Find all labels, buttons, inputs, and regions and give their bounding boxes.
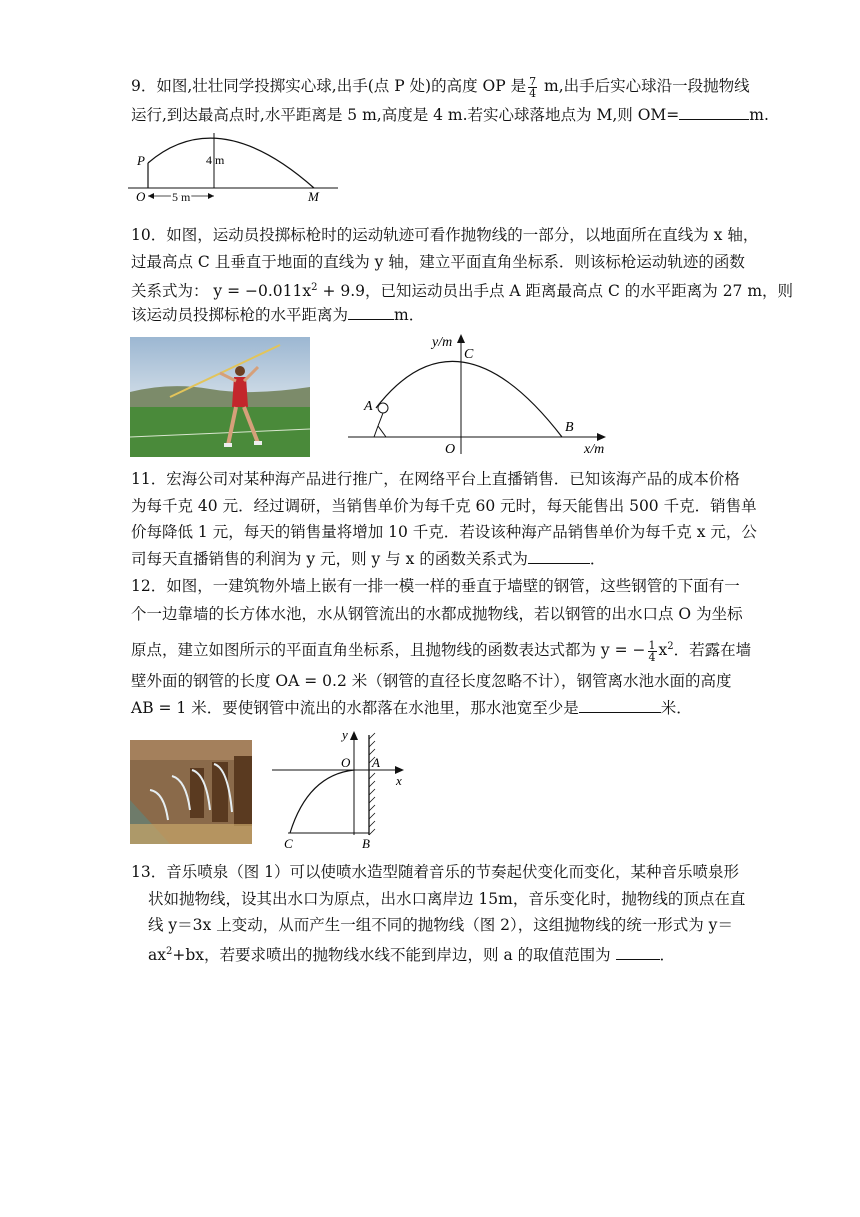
q10-y-label: y/m	[432, 335, 453, 350]
q9-text: 9．如图,壮壮同学投掷实心球,出手(点 P 处)的高度 OP 是	[131, 77, 527, 95]
q10-parabola	[376, 361, 562, 437]
q9-parabola	[148, 138, 314, 188]
q12-wall-hatch	[369, 733, 375, 835]
q9-arrow-left	[148, 193, 154, 199]
q11-answer-blank[interactable]	[528, 549, 590, 564]
q12-label-O: O	[341, 755, 351, 770]
q10-line-1: 10．如图，运动员投掷标枪时的运动轨迹可看作抛物线的一部分，以地面所在直线为 x 轴，	[131, 226, 759, 244]
q12-diagram	[268, 725, 413, 850]
q12-line-5: AB = 1 米．要使钢管中流出的水都落在水池里，那水池宽至少是 米．	[131, 699, 692, 717]
q13-answer-blank[interactable]	[616, 945, 660, 960]
q10-line-4: 该运动员投掷标枪的水平距离为 m．	[131, 306, 425, 324]
q12-line-1: 12．如图，一建筑物外墙上嵌有一排一模一样的垂直于墙壁的钢管，这些钢管的下面有一	[131, 577, 740, 595]
q11-line-4: 司每天直播销售的利润为 y 元，则 y 与 x 的函数关系式为 ．	[131, 550, 606, 568]
q9-arrow-right	[208, 193, 214, 199]
q9-label-P: P	[137, 153, 145, 168]
q10-label-C: C	[464, 347, 474, 362]
q10-athlete-head	[378, 403, 388, 413]
q13-line-2: 状如抛物线，设其出水口为原点，出水口离岸边 15m，音乐变化时，抛物线的顶点在直	[148, 890, 746, 908]
q9-diagram	[128, 125, 343, 205]
q9-label-height: 4 m	[206, 153, 225, 167]
q12-answer-blank[interactable]	[579, 698, 661, 713]
q10-x-label: x/m	[584, 442, 605, 457]
q10-label-O: O	[445, 442, 456, 457]
q10-label-B: B	[565, 420, 574, 435]
q9-line-1: 9．如图,壮壮同学投掷实心球,出手(点 P 处)的高度 OP 是 $\frac{7}{4}$ m,出手后实心球沿一段抛物线	[131, 74, 750, 100]
q12-fraction: $\frac{1}{4}$	[648, 638, 656, 664]
q11-line-2: 为每千克 40 元．经过调研，当销售单价为每千克 60 元时，每天能售出 500 千克．销售单	[131, 497, 757, 515]
fountain-pipes-photo	[130, 740, 252, 844]
q12-parabola	[290, 770, 354, 833]
q10-x-arrow	[597, 433, 606, 441]
q10-line-3: 关系式为： $y = -0.011x^2 + 9.9$，已知运动员出手点 A 距离最高点 C 的水平距离为 27 m，则	[131, 282, 794, 301]
q9-answer-blank[interactable]	[679, 105, 749, 120]
q10-line-2: 过最高点 C 且垂直于地面的直线为 y 轴，建立平面直角坐标系．则该标枪运动轨迹的函数	[131, 253, 745, 271]
q10-y-arrow	[457, 334, 465, 343]
q9-label-M: M	[308, 189, 319, 204]
q12-label-C: C	[284, 836, 293, 850]
q13-line-1: 13．音乐喷泉（图 1）可以使喷水造型随着音乐的节奏起伏变化而变化，某种音乐喷泉形	[131, 863, 740, 881]
q9-fraction: $\frac{7}{4}$	[529, 74, 537, 100]
q12-label-A: A	[372, 755, 380, 770]
javelin-photo	[130, 337, 310, 457]
q12-label-x: x	[396, 773, 402, 788]
q13-line-4: $ax^2+bx$，若要求喷出的抛物线水线不能到岸边，则 a 的取值范围为 ．	[148, 946, 676, 965]
q12-line-4: 壁外面的钢管的长度 OA = 0.2 米（钢管的直径长度忽略不计），钢管离水池水面的高度	[131, 672, 732, 690]
q12-label-B: B	[362, 836, 370, 850]
q10-diagram	[340, 330, 620, 458]
q9-label-O: O	[136, 189, 146, 204]
q10-answer-blank[interactable]	[348, 305, 394, 320]
q12-y-arrow	[350, 731, 358, 740]
q11-line-1: 11．宏海公司对某种海产品进行推广，在网络平台上直播销售．已知该海产品的成本价格	[131, 470, 740, 488]
q9-label-dist: 5 m	[172, 190, 191, 204]
q12-line-3: 原点，建立如图所示的平面直角坐标系，且抛物线的函数表达式都为 y = − $\frac{1}{4}$ $x^2$．若露在墙	[131, 638, 752, 664]
q12-line-2: 个一边靠墙的长方体水池，水从钢管流出的水都成抛物线，若以钢管的出水口点 O 为坐标	[131, 605, 743, 623]
q12-label-y: y	[342, 727, 348, 742]
q11-line-3: 价每降低 1 元，每天的销售量将增加 10 千克．若设该种海产品销售单价为每千克 x 元，公	[131, 523, 757, 541]
q9-line-2: 运行,到达最高点时,水平距离是 5 m,高度是 4 m.若实心球落地点为 M,则 OM= m.	[131, 106, 769, 124]
q10-label-A: A	[364, 399, 373, 414]
q13-line-3: 线 y＝3x 上变动，从而产生一组不同的抛物线（图 2），这组抛物线的统一形式为 y＝	[148, 916, 733, 934]
